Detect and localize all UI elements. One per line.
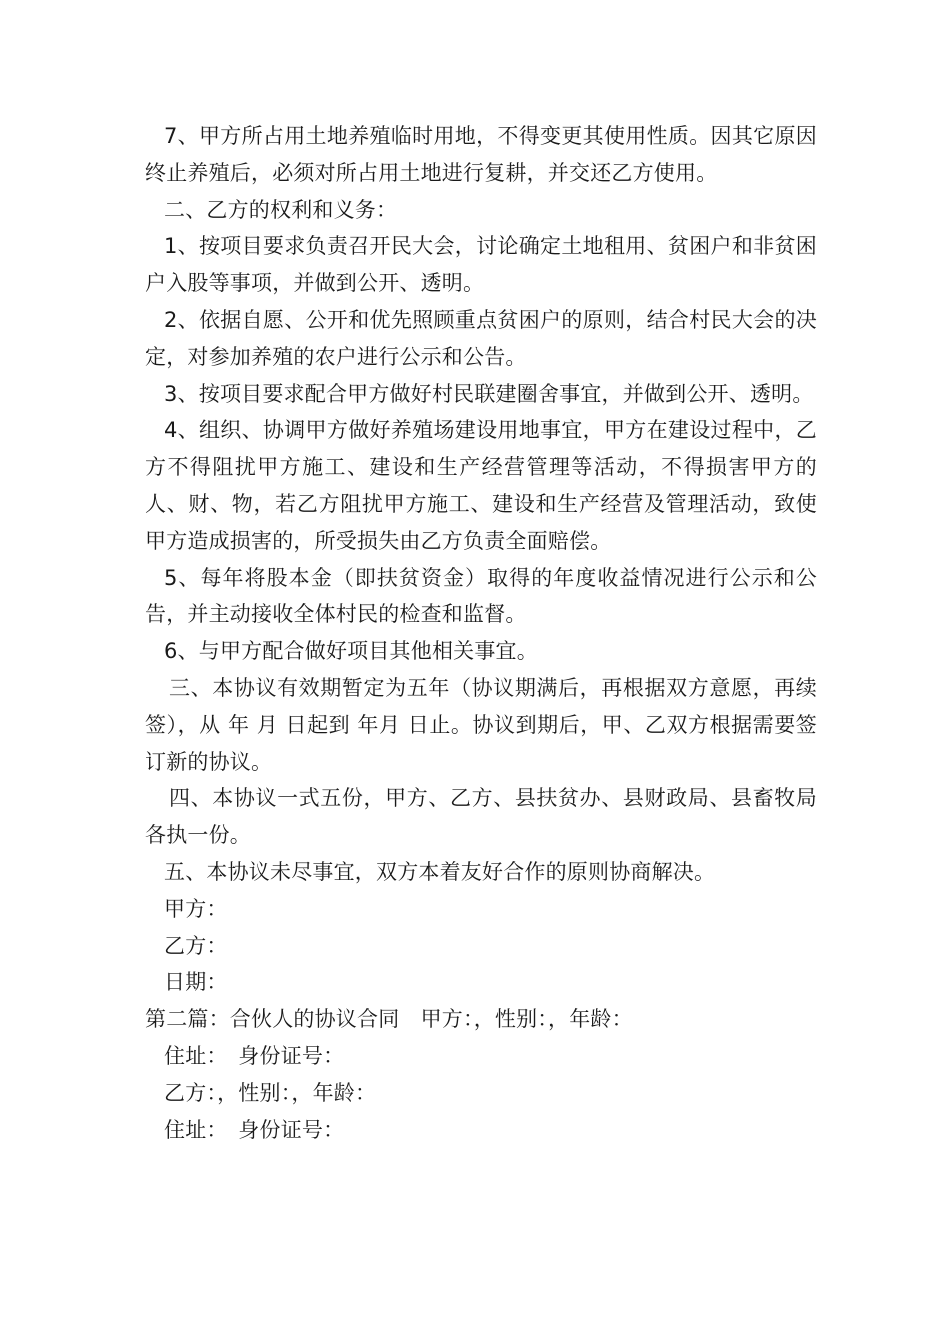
section-2-heading: 二、乙方的权利和义务： — [164, 197, 398, 222]
second-article-heading: 第二篇：合伙人的协议合同 甲方：，性别：，年龄： — [145, 1007, 633, 1032]
party-b-clause-6: 6、与甲方配合做好项目其他相关事宜。 — [164, 639, 538, 664]
party-b-clause-2: 2、依据自愿、公开和优先照顾重点贫困户的原则，结合村民大会的决定，对参加养殖的农户进行公示和公告。 — [145, 307, 817, 369]
section-4-paragraph: 四、本协议一式五份，甲方、乙方、县扶贫办、县财政局、县畜牧局各执一份。 — [145, 786, 817, 848]
party-a-address-id: 住址： 身份证号： — [164, 1043, 345, 1068]
section-5-paragraph: 五、本协议未尽事宜，双方本着友好合作的原则协商解决。 — [164, 859, 716, 884]
document-body — [145, 118, 817, 1148]
party-b-clause-3: 3、按项目要求配合甲方做好村民联建圈舍事宜，并做到公开、透明。 — [164, 381, 814, 406]
party-b-info: 乙方：，性别：，年龄： — [164, 1080, 377, 1105]
party-b-address-id: 住址： 身份证号： — [164, 1117, 345, 1142]
signature-party-b: 乙方： — [164, 933, 228, 958]
section-3-paragraph: 三、本协议有效期暂定为五年（协议期满后，再根据双方意愿，再续签），从 年 月 日起到 年月 日止。协议到期后，甲、乙双方根据需要签订新的协议。 — [145, 675, 817, 774]
party-b-clause-4: 4、组织、协调甲方做好养殖场建设用地事宜，甲方在建设过程中，乙方不得阻扰甲方施工、建设和生产经营管理等活动，不得损害甲方的人、财、物，若乙方阻扰甲方施工、建设和生产经营及管理活动，致使甲方造成损害的，所受损失由乙方负责全面赔偿。 — [145, 418, 817, 553]
signature-party-a: 甲方： — [164, 896, 228, 921]
signature-date: 日期： — [164, 970, 228, 995]
clause-7-paragraph: 7、甲方所占用土地养殖临时用地，不得变更其使用性质。因其它原因终止养殖后，必须对所占用土地进行复耕，并交还乙方使用。 — [145, 124, 817, 185]
party-b-clause-1: 1、按项目要求负责召开民大会，讨论确定土地租用、贫困户和非贫困户入股等事项，并做到公开、透明。 — [145, 234, 817, 296]
party-b-clause-5: 5、每年将股本金（即扶贫资金）取得的年度收益情况进行公示和公告，并主动接收全体村民的检查和监督。 — [145, 565, 817, 627]
